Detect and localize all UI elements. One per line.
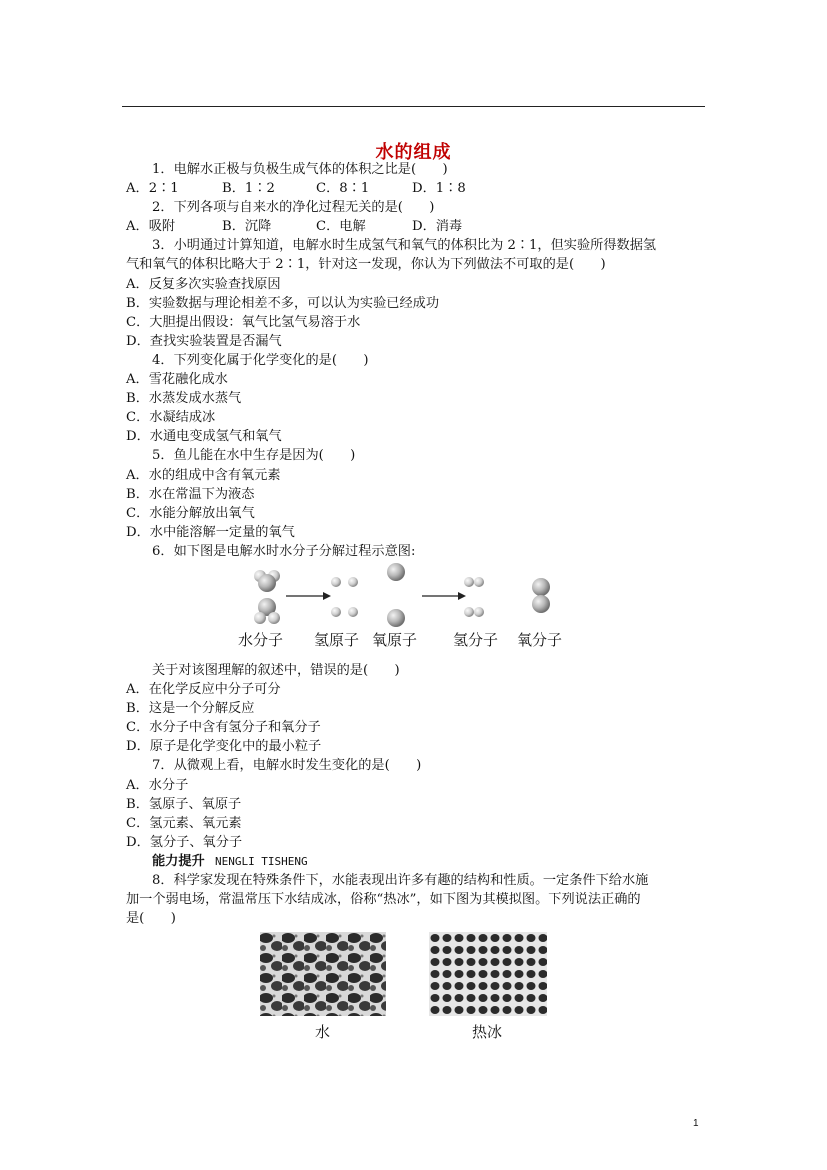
- q1-option-a[interactable]: A．2∶1: [126, 181, 179, 197]
- header-rule: [122, 106, 705, 107]
- label-water-molecule: 水分子: [238, 630, 284, 649]
- label-oxygen-atom: 氧原子: [372, 630, 418, 649]
- page-title: 水的组成: [375, 142, 452, 163]
- hydrogen-atoms: [331, 577, 358, 617]
- q6-option-c[interactable]: C．水分子中含有氢分子和氧分子: [126, 720, 321, 736]
- q3-option-a[interactable]: A．反复多次实验查找原因: [126, 276, 281, 292]
- q5-option-a[interactable]: A．水的组成中含有氧元素: [126, 467, 281, 483]
- q3-option-c[interactable]: C．大胆提出假设：氧气比氢气易溶于水: [126, 314, 361, 330]
- q1-option-c[interactable]: C．8∶1: [316, 181, 370, 197]
- q2-options: [126, 217, 712, 236]
- q1-stem: 1．电解水正极与负极生成气体的体积之比是( ): [152, 162, 448, 177]
- q3-option-b[interactable]: B．实验数据与理论相差不多，可以认为实验已经成功: [126, 295, 440, 311]
- q6-option-b[interactable]: B．这是一个分解反应: [126, 701, 255, 717]
- q1-option-b[interactable]: B．1∶2: [222, 181, 275, 197]
- q2-option-c[interactable]: C．电解: [316, 219, 366, 235]
- q4-option-d[interactable]: D．水通电变成氢气和氧气: [126, 429, 282, 445]
- label-water: 水: [315, 1023, 331, 1042]
- q5-option-c[interactable]: C．水能分解放出氧气: [126, 505, 255, 521]
- q7-option-c[interactable]: C．氢元素、氧元素: [126, 815, 242, 831]
- hot-ice-diagram: [126, 928, 686, 1048]
- section-title-cn: 能力提升: [152, 853, 205, 869]
- page-number: 1: [693, 1118, 699, 1129]
- oxygen-molecule-svg: [525, 561, 565, 635]
- q2-option-b[interactable]: B．沉降: [222, 219, 272, 235]
- q7-option-d[interactable]: D．氢分子、氧分子: [126, 834, 243, 850]
- molecule-svg: [126, 561, 486, 635]
- q6-stem2: 关于对该图理解的叙述中，错误的是( ): [152, 662, 400, 678]
- q7-option-a[interactable]: A．水分子: [126, 777, 189, 793]
- q3-stem-line1: 3．小明通过计算知道，电解水时生成氢气和氧气的体积比为 2∶1，但实验所得数据氢: [152, 238, 657, 254]
- q4-option-a[interactable]: A．雪花融化成水: [126, 372, 228, 388]
- q2-stem: 2．下列各项与自来水的净化过程无关的是( ): [152, 200, 435, 216]
- q6-stem: 6．如下图是电解水时水分子分解过程示意图:: [152, 543, 416, 559]
- oxygen-molecule: [532, 578, 550, 613]
- label-hydrogen-molecule: 氢分子: [453, 630, 499, 649]
- q5-option-d[interactable]: D．水中能溶解一定量的氧气: [126, 524, 295, 540]
- q2-option-a[interactable]: A．吸附: [126, 219, 176, 235]
- water-molecule-top: [254, 570, 280, 592]
- q8-stem-line3: 是( ): [126, 911, 176, 927]
- section-title-en: NENGLI TISHENG: [214, 854, 308, 868]
- question-list: [126, 160, 712, 1048]
- q8-stem-line2: 加一个弱电场，常温常压下水结成冰，俗称“热冰”，如下图为其模拟图。下列说法正确的: [126, 892, 641, 908]
- q8-stem-line1: 8．科学家发现在特殊条件下，水能表现出许多有趣的结构和性质。一定条件下给水施: [152, 873, 649, 888]
- q6-option-a[interactable]: A．在化学反应中分子可分: [126, 682, 281, 698]
- q7-stem: 7．从微观上看，电解水时发生变化的是( ): [152, 758, 422, 774]
- label-hot-ice: 热冰: [472, 1023, 503, 1042]
- q2-option-d[interactable]: D．消毒: [412, 219, 463, 235]
- q5-option-b[interactable]: B．水在常温下为液态: [126, 486, 255, 502]
- q4-stem: 4．下列变化属于化学变化的是( ): [152, 352, 369, 368]
- q3-option-d[interactable]: D．查找实验装置是否漏气: [126, 333, 282, 349]
- q4-option-c[interactable]: C．水凝结成冰: [126, 410, 216, 426]
- q7-option-b[interactable]: B．氢原子、氧原子: [126, 796, 242, 812]
- label-oxygen-molecule: 氧分子: [517, 630, 563, 649]
- electrolysis-diagram: [126, 561, 686, 661]
- label-hydrogen-atom: 氢原子: [314, 630, 360, 649]
- hot-ice-texture-image: [429, 932, 547, 1016]
- q1-options: [126, 179, 712, 198]
- q1-option-d[interactable]: D．1∶8: [412, 181, 466, 197]
- q4-option-b[interactable]: B．水蒸发成水蒸气: [126, 391, 242, 407]
- q5-stem: 5．鱼儿能在水中生存是因为( ): [152, 448, 356, 464]
- q3-stem-line2: 气和氧气的体积比略大于 2∶1，针对这一发现，你认为下列做法不可取的是( ): [126, 257, 606, 273]
- hydrogen-molecules: [464, 577, 484, 617]
- water-texture-image: [260, 932, 386, 1016]
- oxygen-atoms: [387, 563, 405, 627]
- q6-option-d[interactable]: D．原子是化学变化中的最小粒子: [126, 739, 322, 755]
- arrow-2-icon: [422, 592, 466, 600]
- water-molecule-bottom: [254, 598, 280, 624]
- section-header: [152, 852, 712, 871]
- arrow-1-icon: [286, 592, 331, 600]
